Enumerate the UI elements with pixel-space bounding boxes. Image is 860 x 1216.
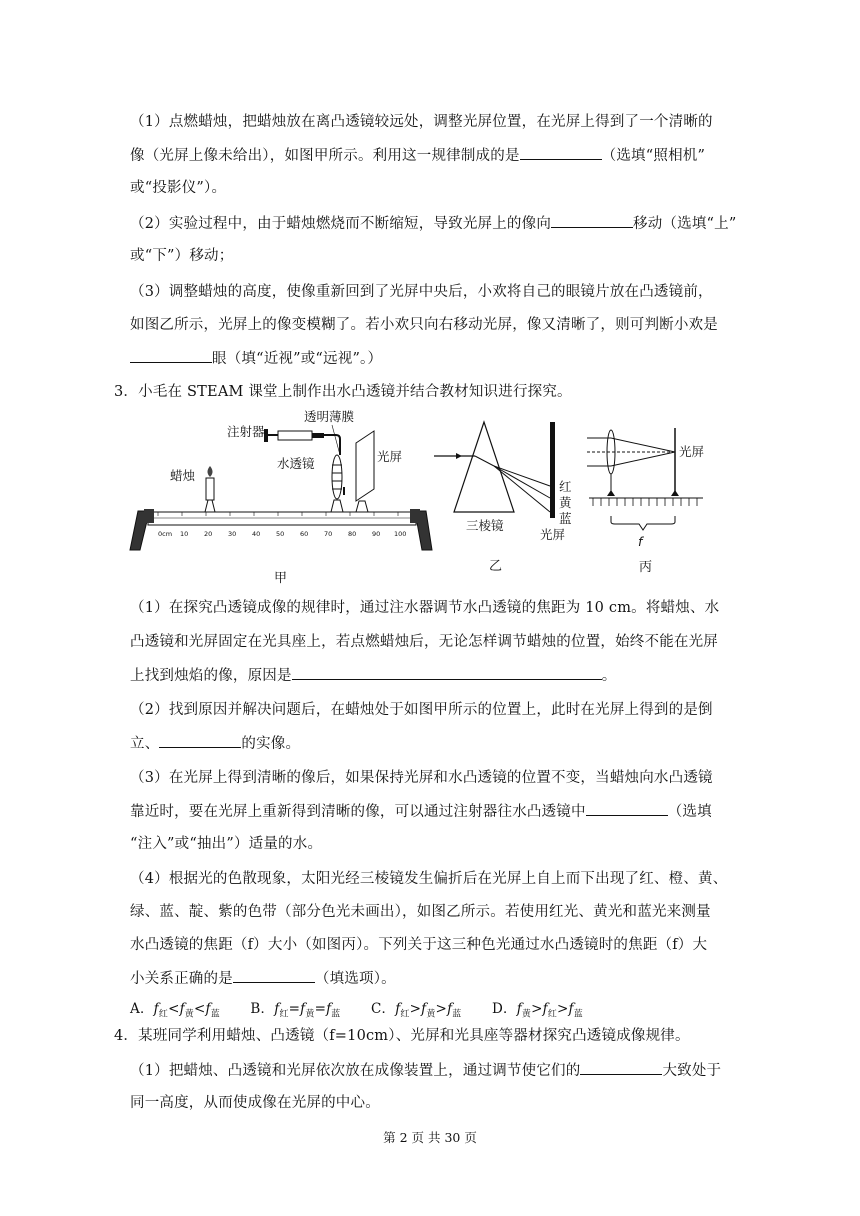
page-number: 第 2 页 共 30 页 <box>383 1130 477 1145</box>
label-screen: 光屏 <box>377 449 403 464</box>
q3-s1-line2: 凸透镜和光屏固定在光具座上，若点燃蜡烛后，无论怎样调节蜡烛的位置，始终不能在光屏 <box>130 634 718 650</box>
label-screen: 光屏 <box>540 527 566 542</box>
q2-p3-line3 <box>130 348 382 369</box>
figure-bing <box>585 424 725 549</box>
label-candle: 蜡烛 <box>170 468 196 483</box>
q3-s1-line3 <box>130 665 616 686</box>
label-yellow: 黄 <box>559 495 572 510</box>
q3-s4-line4 <box>130 968 396 989</box>
q3-options <box>130 999 609 1025</box>
tick-label: 60 <box>300 530 309 538</box>
q3-s2-line1: （2）找到原因并解决问题后，在蜡烛处于如图甲所示的位置上，此时在光屏上得到的是倒 <box>130 702 713 718</box>
q4-s1-line2: 同一高度，从而使成像在光屏的中心。 <box>130 1095 380 1111</box>
q3-s3-line1: （3）在光屏上得到清晰的像后，如果保持光屏和水凸透镜的位置不变，当蜡烛向水凸透镜 <box>130 770 713 786</box>
text: 大致处于 <box>662 1063 722 1079</box>
answer-blank[interactable] <box>233 968 315 983</box>
q2-p3-line1: （3）调整蜡烛的高度，使像重新回到了光屏中央后，小欢将自己的眼镜片放在凸透镜前， <box>130 284 713 300</box>
label-syringe: 注射器 <box>227 424 265 439</box>
figure-yi <box>430 418 580 548</box>
q2-p1-line3: 或“投影仪”）。 <box>130 180 227 196</box>
text: 眼（填“近视”或“远视”。） <box>212 351 383 367</box>
label-f: f <box>638 534 643 549</box>
tick-label: 20 <box>204 530 213 538</box>
caption-jia: 甲 <box>274 571 288 586</box>
figure-jia <box>128 405 433 565</box>
q4-s1-line1 <box>130 1060 721 1081</box>
tick-label: 100 <box>394 530 407 538</box>
answer-blank[interactable] <box>159 733 241 748</box>
text: （选填“照相机” <box>601 148 706 164</box>
text: （选填 <box>667 804 712 820</box>
text: 靠近时，要在光屏上重新得到清晰的像，可以通过注射器往水凸透镜中 <box>130 804 586 820</box>
label-red: 红 <box>559 479 572 494</box>
q3-title: 3．小毛在 STEAM 课堂上制作出水凸透镜并结合教材知识进行探究。 <box>114 384 572 400</box>
text: （填选项）。 <box>314 971 396 987</box>
q3-s2-line2 <box>130 733 300 754</box>
tick-label: 90 <box>372 530 381 538</box>
label-water-lens: 水透镜 <box>277 456 315 471</box>
option-d[interactable]: D．$f_黄>f_红>f_蓝$ <box>491 1001 583 1020</box>
caption-bing: 丙 <box>639 560 653 575</box>
candle-icon <box>205 466 215 512</box>
option-b[interactable]: B．$f_红=f_黄=f_蓝$ <box>250 1001 341 1020</box>
q2-p2-line2: 或“下”）移动； <box>130 248 234 264</box>
light-screen-icon <box>356 431 374 512</box>
text: 上找到烛焰的像，原因是 <box>130 668 292 684</box>
option-c[interactable]: C．$f_红>f_黄>f_蓝$ <box>370 1001 462 1020</box>
q3-s4-line1: （4）根据光的色散现象，太阳光经三棱镜发生偏折后在光屏上自上而下出现了红、橙、黄、 <box>130 871 728 887</box>
syringe-icon <box>264 429 340 455</box>
text: 移动（选填“上” <box>633 216 737 232</box>
q3-s1-line1: （1）在探究凸透镜成像的规律时，通过注水器调节水凸透镜的焦距为 10 cm。将蜡烛、水 <box>130 600 720 616</box>
caption-yi: 乙 <box>489 559 503 574</box>
q3-s4-line2: 绿、蓝、靛、紫的色带（部分色光未画出），如图乙所示。若使用红光、黄光和蓝光来测量 <box>130 904 711 920</box>
tick-label: 40 <box>252 530 261 538</box>
text: 立、 <box>130 736 160 752</box>
answer-blank[interactable] <box>130 348 212 363</box>
q2-p2-line1 <box>130 213 736 234</box>
screen-bar <box>550 422 555 518</box>
tick-label: 10 <box>180 530 189 538</box>
answer-blank[interactable] <box>580 1060 662 1075</box>
label-film: 透明薄膜 <box>304 409 355 424</box>
water-lens-icon <box>331 455 344 512</box>
q3-s3-line3: “注入”或“抽出”）适量的水。 <box>130 836 323 852</box>
text: 。 <box>601 668 617 684</box>
text: 像（光屏上像未给出），如图甲所示。利用这一规律制成的是 <box>130 148 520 164</box>
text: （2）实验过程中，由于蜡烛燃烧而不断缩短，导致光屏上的像向 <box>130 216 552 232</box>
q3-s3-line2 <box>130 801 712 822</box>
answer-blank[interactable] <box>586 801 668 816</box>
tick-label: 30 <box>228 530 237 538</box>
text: 的实像。 <box>241 736 301 752</box>
answer-blank[interactable] <box>520 145 602 160</box>
q3-s4-line3: 水凸透镜的焦距（f）大小（如图丙）。下列关于这三种色光通过水凸透镜时的焦距（f）大 <box>130 937 708 953</box>
tick-label: 70 <box>324 530 333 538</box>
answer-blank[interactable] <box>551 213 633 228</box>
q2-p1-line2 <box>130 145 705 166</box>
text: （1）把蜡烛、凸透镜和光屏依次放在成像装置上，通过调节使它们的 <box>130 1063 581 1079</box>
q2-p3-line2: 如图乙所示，光屏上的像变模糊了。若小欢只向右移动光屏，像又清晰了，则可判断小欢是 <box>130 317 718 333</box>
option-a[interactable]: A．$f_红<f_黄<f_蓝$ <box>130 1001 220 1020</box>
label-prism: 三棱镜 <box>466 518 504 533</box>
text: 小关系正确的是 <box>130 971 233 987</box>
label-blue: 蓝 <box>559 511 572 526</box>
prism-shape <box>454 422 514 512</box>
tick-label: 50 <box>276 530 285 538</box>
tick-label: 0cm <box>158 530 173 538</box>
answer-blank[interactable] <box>292 665 602 680</box>
q4-title: 4．某班同学利用蜡烛、凸透镜（f=10cm）、光屏和光具座等器材探究凸透镜成像规律。 <box>114 1028 690 1044</box>
q2-p1-line1: （1）点燃蜡烛，把蜡烛放在离凸透镜较远处，调整光屏位置，在光屏上得到了一个清晰的 <box>130 114 713 130</box>
label-screen: 光屏 <box>679 444 705 459</box>
tick-label: 80 <box>348 530 357 538</box>
